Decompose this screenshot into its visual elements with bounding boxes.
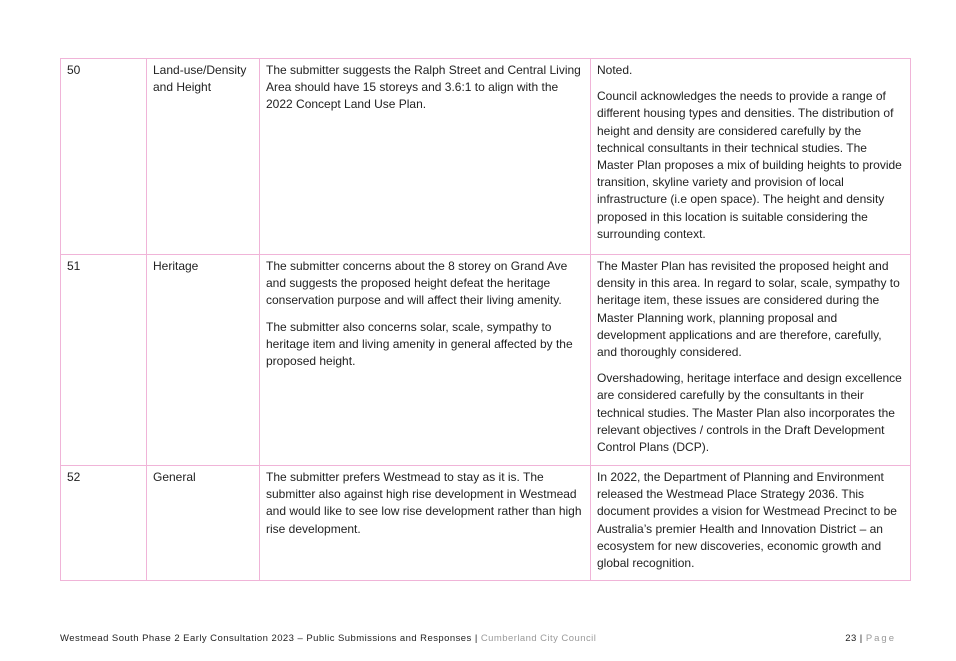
table-row — [61, 255, 911, 466]
response-text-cell — [591, 255, 911, 466]
page-footer — [60, 633, 896, 644]
page-number: 23 — [845, 633, 857, 644]
submission-text-cell — [260, 59, 591, 255]
footer-council-name: Cumberland City Council — [480, 633, 597, 644]
submission-number: 51 — [61, 255, 147, 466]
submission-number: 50 — [61, 59, 147, 255]
response-paragraph: In 2022, the Department of Planning and Environment released the Westmead Place Strategy 2036. This document provides a vision for Westmead Precinct to be Australia’s premier Health and Innovation District – an ecosystem for new discoveries, economic growth and global recognition. — [597, 470, 897, 571]
submission-paragraph: The submitter suggests the Ralph Street and Central Living Area should have 15 storeys and 3.6:1 to align with the 2022 Concept Land Use Plan. — [266, 63, 581, 112]
submission-text-cell — [260, 255, 591, 466]
submission-category: Land-use/Density and Height — [147, 59, 260, 255]
response-paragraph: Noted. — [597, 63, 633, 77]
response-text-cell — [591, 466, 911, 581]
submission-paragraph: The submitter concerns about the 8 storey on Grand Ave and suggests the proposed height defeat the heritage conservation purpose and will affect their living amenity. — [266, 259, 568, 308]
response-paragraph: Council acknowledges the needs to provide a range of different housing types and densities. The distribution of height and density are considered carefully by the technical consultants in their technical studies. The Master Plan proposes a mix of building heights to provide transition, skyline variety and provision of local infrastructure (i.e open space). The height and density proposed in this location is suitable considering the surrounding context. — [597, 89, 902, 241]
response-paragraph: Overshadowing, heritage interface and design excellence are considered carefully by the consultants in their technical studies. The Master Plan also incorporates the relevant objectives / controls in the Draft Development Control Plans (DCP). — [597, 371, 902, 455]
submission-text-cell — [260, 466, 591, 581]
submission-number: 52 — [61, 466, 147, 581]
response-text-cell — [591, 59, 911, 255]
submissions-table — [60, 58, 911, 581]
table-row — [61, 59, 911, 255]
page-separator: | — [859, 633, 863, 644]
page-word: Page — [865, 633, 896, 644]
submission-category: Heritage — [147, 255, 260, 466]
table-row — [61, 466, 911, 581]
footer-page-indicator — [845, 633, 896, 644]
footer-document-title: Westmead South Phase 2 Early Consultation 2023 – Public Submissions and Responses | — [60, 633, 478, 644]
response-paragraph: The Master Plan has revisited the proposed height and density in this area. In regard to solar, scale, sympathy to heritage item, these issues are considered during the Master Planning work, planning proposal and development applications and are therefore, carefully, and thoroughly considered. — [597, 259, 900, 360]
submission-paragraph: The submitter prefers Westmead to stay as it is. The submitter also against high rise development in Westmead and would like to see low rise development rather than high rise development. — [266, 470, 582, 536]
submission-category: General — [147, 466, 260, 581]
submission-paragraph: The submitter also concerns solar, scale, sympathy to heritage item and living amenity in general affected by the proposed height. — [266, 319, 573, 369]
footer-left — [60, 633, 596, 644]
